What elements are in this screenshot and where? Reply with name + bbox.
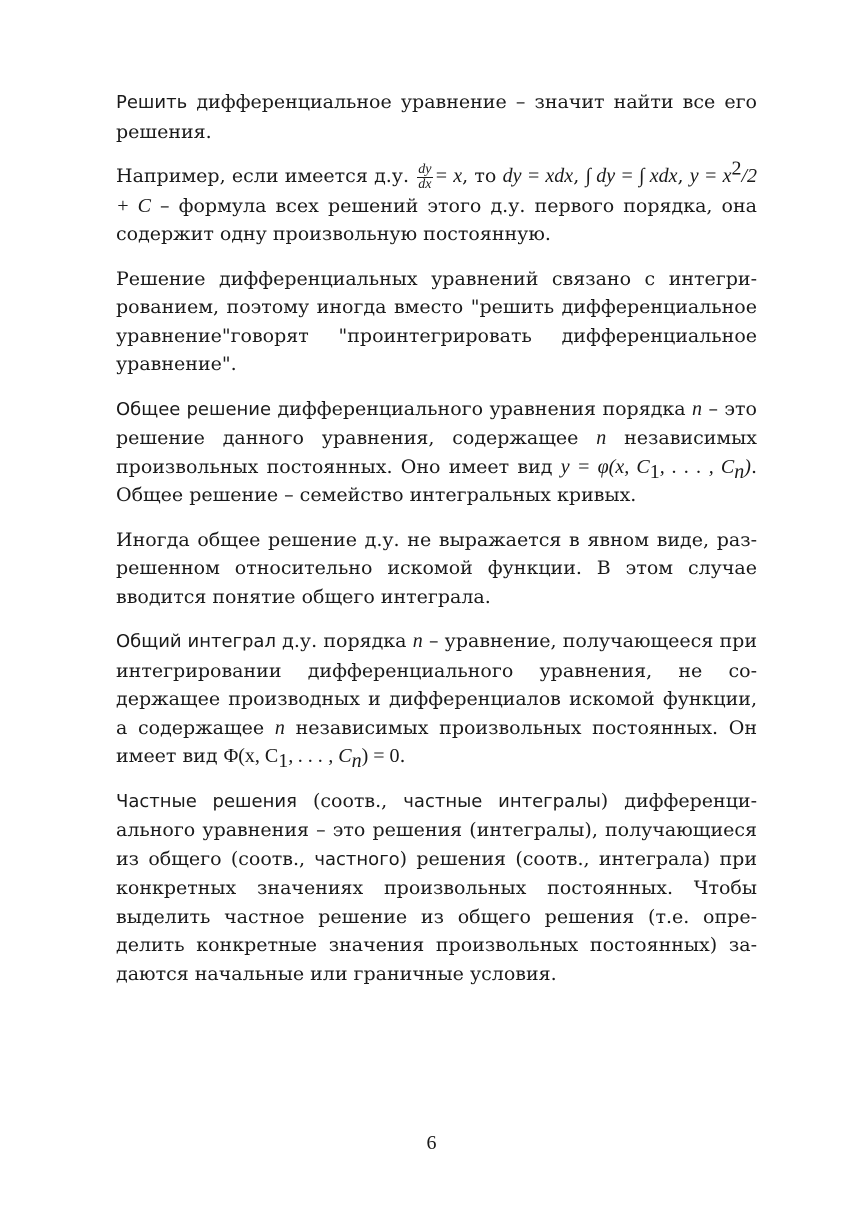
formula: n — [274, 716, 285, 739]
text: независимых произвольных постоянных. Оно имеет вид — [116, 427, 757, 478]
text: ) дифференциального уравнения – это решения (интегралы), получающиеся из общего (соотв., — [116, 789, 758, 870]
text: , — [677, 165, 684, 187]
paragraph-implicit — [116, 526, 757, 612]
formula: dy = xdx — [502, 165, 574, 187]
formula-integral: ∫ dy = ∫ xdx — [585, 165, 678, 187]
paragraph-general-integral — [116, 627, 757, 771]
fraction-dy-dx — [417, 163, 432, 192]
text: дифференциальное уравнение – значит найти все его решения. — [116, 91, 757, 143]
text: ) решения (соотв., интеграла) при конкретных значениях произвольных постоянных. Чтобы выделить частное решение из общего решения (т.е. определить конкретные значения произвольных постоянных) задаются начальные или граничные условия. — [116, 847, 757, 985]
text: – уравнение, получающееся при интегрировании дифференциального уравнения, не содержащее производных и дифференциалов искомой функции, а содержащее — [116, 630, 757, 739]
paragraph-example — [116, 157, 758, 249]
formula: ) — [744, 455, 751, 478]
paragraph-solve-definition — [116, 88, 757, 146]
formula: /2 + C — [116, 165, 758, 217]
page-content — [116, 88, 757, 1004]
text: , — [573, 165, 580, 187]
text: – формула всех решений этого д.у. первого порядка, она содержит одну произвольную постоянную. — [116, 194, 757, 245]
text: дифференциального уравнения порядка — [277, 397, 686, 420]
formula: n — [596, 427, 607, 449]
formula: y = x — [689, 165, 732, 187]
text: , то — [462, 165, 497, 187]
text: Например, если имеется д.у. — [116, 165, 410, 187]
subscript: 1 — [649, 460, 660, 483]
text: – это решение данного уравнения, содержащее — [116, 397, 757, 449]
formula: ) = 0 — [361, 745, 400, 767]
subscript: 1 — [278, 749, 289, 772]
fraction-numerator: dy — [418, 161, 432, 177]
term-general-integral: Общий интеграл — [116, 631, 276, 652]
text: Иногда общее решение д.у. не выражается в явном виде, разрешенном относительно искомой функции. В этом случае вводится понятие общего интеграла. — [116, 528, 757, 608]
formula: n — [412, 630, 423, 652]
text: (соотв., — [312, 789, 388, 812]
term-solve: Решить — [116, 92, 188, 113]
subscript: n — [351, 749, 362, 772]
formula: n — [692, 397, 703, 420]
formula: Φ(x, C — [223, 745, 279, 767]
paragraph-general-solution — [116, 395, 757, 510]
superscript: 2 — [731, 157, 742, 180]
paragraph-integration — [116, 265, 757, 379]
term-particular-integrals: частные интегралы — [403, 790, 601, 812]
text: независимых произвольных постоянных. Он имеет вид — [116, 716, 758, 767]
fraction-denominator: dx — [418, 176, 432, 192]
formula: = x — [434, 165, 463, 187]
formula: y = φ(x, C — [560, 455, 650, 478]
text: . Общее решение – семейство интегральных кривых. — [116, 455, 757, 506]
formula: , . . . , C — [659, 455, 735, 478]
paragraph-particular-solutions — [116, 787, 757, 989]
text: д.у. порядка — [282, 630, 407, 652]
term-particular-solutions: Частные решения — [116, 790, 297, 812]
term-particular: частного — [314, 848, 400, 870]
term-general-solution: Общее решение — [116, 398, 272, 420]
formula: , . . . , C — [288, 745, 352, 767]
text: . — [399, 745, 406, 767]
subscript: n — [734, 460, 745, 483]
page-number: 6 — [426, 1132, 437, 1154]
text: Решение дифференциальных уравнений связано с интегрированием, поэтому иногда вместо "решить дифференциальное уравнение"говорят "проинтегрировать дифференциальное уравнение". — [116, 267, 757, 375]
